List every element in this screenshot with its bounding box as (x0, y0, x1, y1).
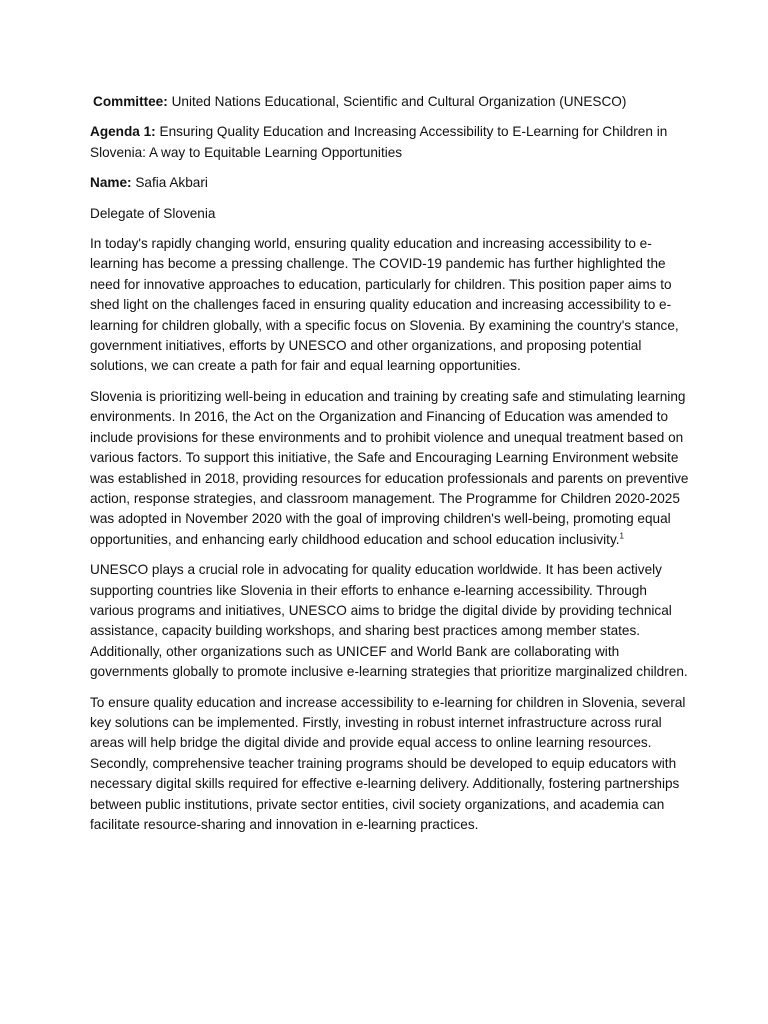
paragraph-introduction: In today's rapidly changing world, ensuring quality education and increasing accessibility to e-learning has become a pressing challenge. The COVID-19 pandemic has further highlighted the need for innovative approaches to education, particularly for children. This position paper aims to shed light on the challenges faced in ensuring quality education and increasing accessibility to e-learning for children globally, with a specific focus on Slovenia. By examining the country's stance, government initiatives, efforts by UNESCO and other organizations, and proposing potential solutions, we can create a path for fair and equal learning opportunities. (90, 236, 679, 374)
document-page (90, 92, 690, 845)
name-value: Safia Akbari (135, 175, 208, 191)
agenda-label: Agenda 1: (90, 124, 156, 140)
paragraph-slovenia-stance (90, 387, 690, 550)
committee-line (90, 92, 690, 112)
paragraph-slovenia-text: Slovenia is prioritizing well-being in education and training by creating safe and stimulating learning environments. In 2016, the Act on the Organization and Financing of Education was amended to include provisions for these environments and to prohibit violence and unequal treatment based on various factors. To support this initiative, the Safe and Encouraging Learning Environment website was established in 2018, providing resources for education professionals and parents on preventive action, response strategies, and classroom management. The Programme for Children 2020-2025 was adopted in November 2020 with the goal of improving children's well-being, promoting equal opportunities, and enhancing early childhood education and school education inclusivity. (90, 388, 689, 547)
paragraph-solutions: To ensure quality education and increase accessibility to e-learning for children in Slovenia, several key solutions can be implemented. Firstly, investing in robust internet infrastructure across rural areas will help bridge the digital divide and provide equal access to online learning resources. Secondly, comprehensive teacher training programs should be developed to equip educators with necessary digital skills required for effective e-learning delivery. Additionally, fostering partnerships between public institutions, private sector entities, civil society organizations, and academia can facilitate resource-sharing and innovation in e-learning practices. (90, 694, 686, 832)
committee-label: Committee: (93, 94, 168, 109)
paragraph-unesco-role: UNESCO plays a crucial role in advocating for quality education worldwide. It has been actively supporting countries like Slovenia in their efforts to enhance e-learning accessibility. Through various programs and initiatives, UNESCO aims to bridge the digital divide by providing technical assistance, capacity building workshops, and sharing best practices among member states. Additionally, other organizations such as UNICEF and World Bank are collaborating with governments globally to promote inclusive e-learning strategies that prioritize marginalized children. (90, 562, 688, 680)
name-label: Name: (90, 175, 132, 191)
delegate-line: Delegate of Slovenia (90, 205, 216, 221)
name-line (90, 173, 690, 193)
agenda-line (90, 122, 690, 163)
committee-value: United Nations Educational, Scientific and Cultural Organization (UNESCO) (171, 94, 627, 109)
footnote-reference: 1 (619, 531, 624, 541)
agenda-value: Ensuring Quality Education and Increasing Accessibility to E-Learning for Children in Slovenia: A way to Equitable Learning Opportunities (90, 124, 668, 160)
